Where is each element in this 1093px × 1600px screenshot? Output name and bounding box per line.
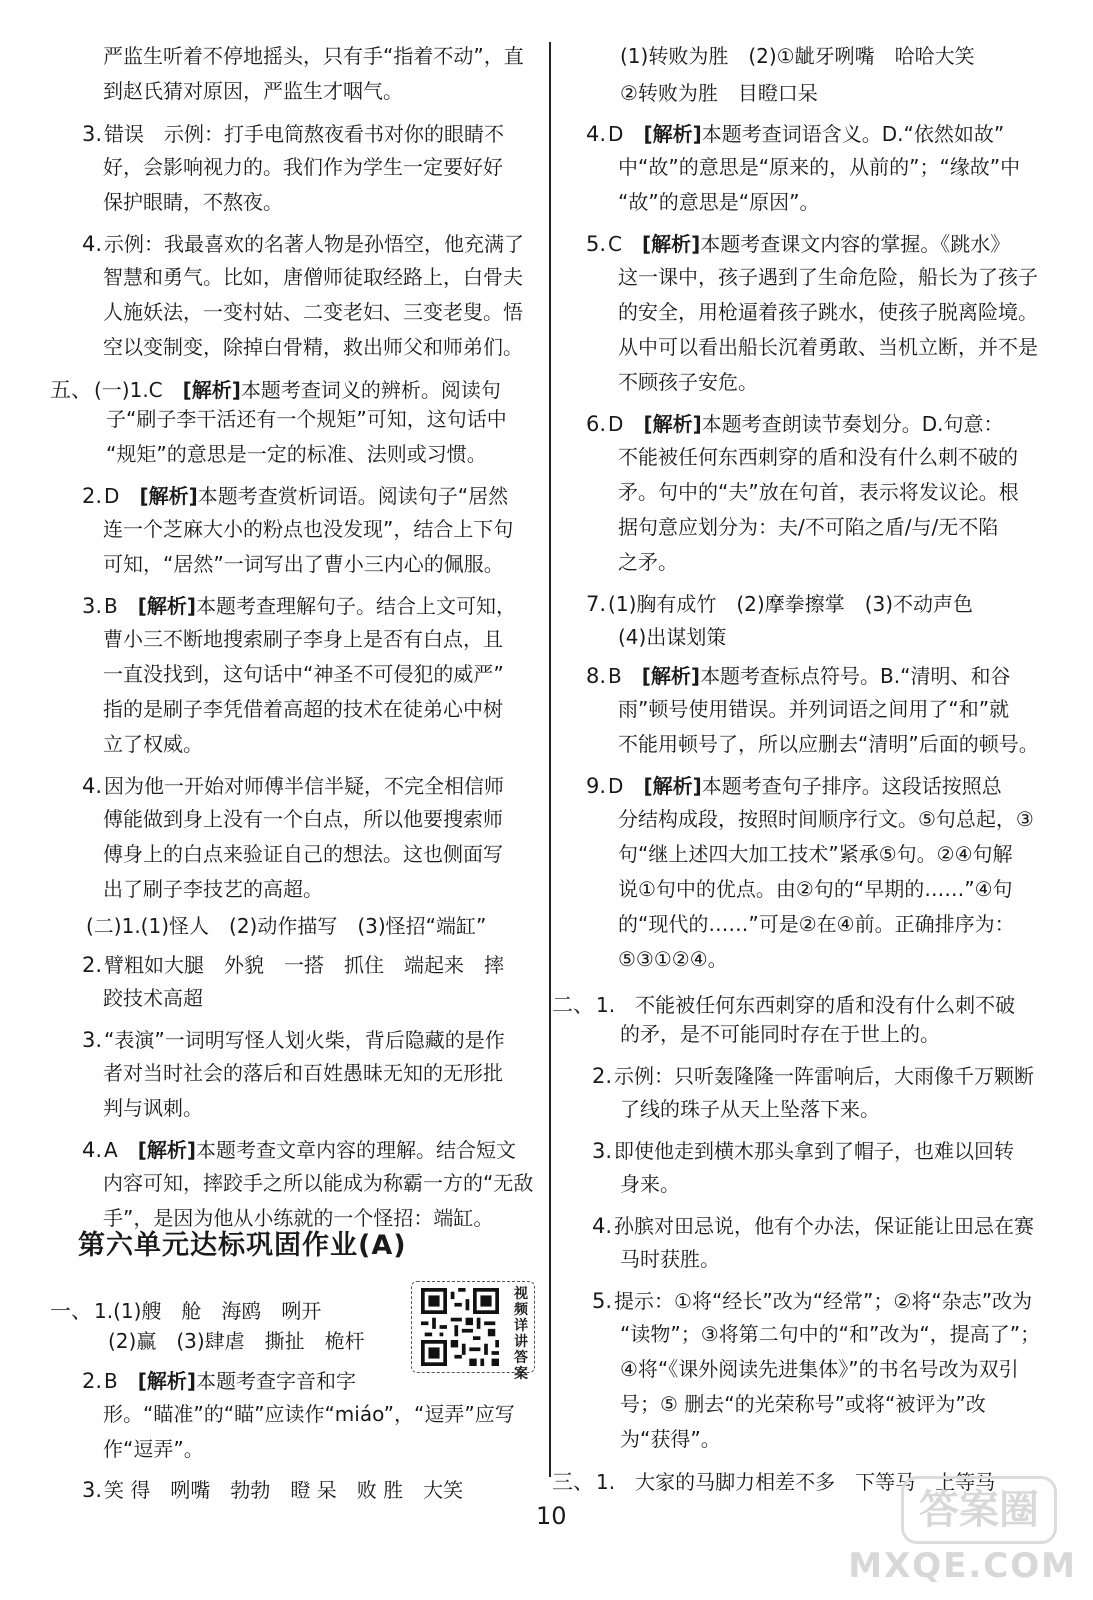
answer-text: 立了权威。 — [103, 732, 203, 756]
answer-line — [82, 122, 504, 146]
answer-line — [86, 916, 486, 936]
answer-text: 可知，“居然”一词写出了曹小三内心的佩服。 — [103, 552, 504, 576]
item-number: 5. — [586, 232, 607, 256]
answer-line — [82, 1028, 505, 1052]
item-number: 2. — [592, 1064, 613, 1088]
answer-text: 这一课中，孩子遇到了生命危险，船长为了孩子 — [618, 265, 1038, 289]
answer-line — [618, 267, 1038, 287]
answer-line — [620, 1249, 720, 1269]
answer-text: 即使他走到横木那头拿到了帽子，也难以回转 — [614, 1139, 1015, 1163]
answer-text: 的“现代的……”可是②在④前。正确排序为： — [618, 912, 1015, 936]
answer-line — [618, 734, 1039, 754]
answer-line — [618, 157, 1020, 177]
answer-line — [103, 809, 503, 829]
answer-line — [103, 267, 523, 287]
analysis-tag: [解析] — [643, 412, 702, 436]
answer-text: 作“逗弄”。 — [103, 1437, 204, 1461]
answer-line — [82, 484, 508, 508]
answer-text: 示例：只听轰隆隆一阵雷响后，大雨像千万颗断 — [614, 1064, 1035, 1088]
answer-text: 笑 得 咧嘴 勃勃 瞪 呆 败 胜 大笑 — [104, 1478, 464, 1502]
answer-line — [103, 192, 283, 212]
answer-text: 者对当时社会的落后和百姓愚昧无知的无形批 — [103, 1061, 503, 1085]
answer-line — [82, 953, 504, 977]
item-number: 3. — [82, 1478, 103, 1502]
answer-line — [108, 1331, 365, 1351]
answer-line — [586, 412, 1004, 436]
answer-text: (1)转败为胜 (2)①龇牙咧嘴 哈哈大笑 — [620, 44, 975, 68]
answer-text: (2)赢 (3)肆虐 撕扯 桅杆 — [108, 1329, 365, 1353]
item-number: 4. — [82, 774, 103, 798]
answer-line — [618, 914, 1015, 934]
answer-text: 提示：①将“经长”改为“经常”；②将“杂志”改为 — [614, 1289, 1033, 1313]
answer-text: “规矩”的意思是一定的标准、法则或习惯。 — [106, 442, 487, 466]
answer-line — [103, 879, 323, 899]
answer-text: 人施妖法，一变村姑、二变老妇、三变老叟。悟 — [103, 300, 523, 324]
analysis-tag: [解析] — [139, 484, 198, 508]
analysis-tag: [解析] — [641, 664, 701, 688]
answer-text: A [解析]本题考查文章内容的理解。结合短文 — [104, 1138, 517, 1162]
answer-text: (1)胸有成竹 (2)摩拳擦掌 (3)不动声色 — [608, 592, 974, 616]
answer-text: B [解析]本题考查字音和字 — [104, 1369, 357, 1393]
answer-text: 说①句中的优点。由②句的“早期的……”④句 — [618, 877, 1013, 901]
answer-line — [620, 1394, 986, 1414]
answer-text: 曹小三不断地搜索刷子李身上是否有白点，且 — [103, 627, 503, 651]
watermark — [847, 1476, 1077, 1586]
answer-line — [620, 46, 975, 66]
analysis-tag: [解析] — [137, 1138, 197, 1162]
answer-text: “读物”；③将第二句中的“和”改为“，提高了”； — [620, 1322, 1041, 1346]
watermark-logo: 答案圈 — [901, 1476, 1057, 1544]
item-number: 6. — [586, 412, 607, 436]
item-number: 3. — [82, 594, 103, 618]
answer-text: B [解析]本题考查标点符号。B.“清明、和谷 — [608, 664, 1011, 688]
answer-line — [103, 988, 203, 1008]
answer-text: 连一个芝麻大小的粉点也没发现”，结合上下句 — [103, 517, 514, 541]
answer-text: (4)出谋划策 — [618, 625, 727, 649]
column-divider — [549, 42, 551, 1477]
answer-line — [620, 1099, 880, 1119]
analysis-tag: [解析] — [137, 1369, 197, 1393]
answer-text: 为“获得”。 — [620, 1427, 721, 1451]
answer-text: 示例：我最喜欢的名著人物是孙悟空，他充满了 — [104, 232, 525, 256]
item-number: 3. — [82, 122, 103, 146]
answer-line — [103, 1173, 533, 1193]
analysis-tag: [解析] — [643, 122, 702, 146]
analysis-tag: [解析] — [182, 378, 241, 402]
answer-line — [103, 1063, 503, 1083]
answer-text: 之矛。 — [618, 550, 678, 574]
item-number: 7. — [586, 592, 607, 616]
answer-line — [103, 629, 503, 649]
answer-line — [618, 879, 1013, 899]
answer-text: 据句意应划分为：夫/不可陷之盾/与/无不陷 — [618, 515, 999, 539]
qr-caption: 视频详讲答案 — [514, 1286, 528, 1382]
answer-line — [50, 374, 501, 404]
answer-text: 傅身上的白点来验证自己的想法。这也侧面写 — [103, 842, 503, 866]
item-number: 3. — [592, 1139, 613, 1163]
answer-text: 了线的珠子从天上坠落下来。 — [620, 1097, 880, 1121]
answer-line — [82, 594, 516, 618]
answer-text: 空以变制变，除掉白骨精，救出师父和师弟们。 — [103, 335, 523, 359]
qr-code-box[interactable] — [411, 1281, 535, 1382]
answer-text: 分结构成段，按照时间顺序行文。⑤句总起，③ — [618, 807, 1034, 831]
answer-line — [82, 1138, 516, 1162]
answer-line — [82, 1478, 463, 1502]
answer-line — [103, 157, 503, 177]
answer-line — [620, 83, 818, 103]
answer-text: 1. 大家的马脚力相差不多 下等马 上等马 — [596, 1470, 996, 1494]
item-number: 2. — [82, 484, 103, 508]
watermark-site: MXQE.COM — [848, 1546, 1077, 1586]
answer-line — [618, 372, 758, 392]
answer-line — [618, 447, 1018, 467]
answer-text: 的安全，用枪逼着孩子跳水，使孩子脱离险境。 — [618, 300, 1038, 324]
answer-text: 中“故”的意思是“原来的，从前的”；“缘故”中 — [618, 155, 1021, 179]
item-number: 8. — [586, 664, 607, 688]
answer-line — [586, 122, 1004, 146]
analysis-tag: [解析] — [642, 232, 701, 256]
item-number: 三、 — [552, 1470, 594, 1494]
answer-text: 矛。句中的“夫”放在句首，表示将发议论。根 — [618, 480, 1019, 504]
answer-text: 从中可以看出船长沉着勇敢、当机立断，并不是 — [618, 335, 1038, 359]
answer-line — [618, 482, 1019, 502]
answer-text: 内容可知，摔跤手之所以能成为称霸一方的“无敌 — [103, 1171, 534, 1195]
answer-line — [103, 554, 504, 574]
answer-line — [82, 232, 524, 256]
answer-line — [618, 337, 1038, 357]
answer-line — [618, 517, 998, 537]
answer-line — [586, 232, 1010, 256]
answer-line — [586, 664, 1011, 688]
answer-text: 臂粗如大腿 外貌 一搭 抓住 端起来 摔 — [104, 953, 505, 977]
answer-text: 1. 不能被任何东西刺穿的盾和没有什么刺不破 — [596, 993, 1016, 1017]
qr-code-icon — [418, 1288, 502, 1366]
answer-line — [586, 774, 1002, 798]
answer-line — [82, 1369, 356, 1393]
answer-text: 错误 示例：打手电筒熬夜看书对你的眼睛不 — [104, 122, 505, 146]
item-number: 2. — [82, 953, 103, 977]
answer-line — [106, 444, 487, 464]
answer-text: 出了刷子李技艺的高超。 — [103, 877, 323, 901]
analysis-tag: [解析] — [137, 594, 197, 618]
answer-text: 智慧和勇气。比如，唐僧师徒取经路上，白骨夫 — [103, 265, 523, 289]
answer-line — [618, 699, 1009, 719]
answer-line — [592, 1289, 1032, 1313]
answer-text: “表演”一词明写怪人划火柴，背后隐藏的是作 — [104, 1028, 505, 1052]
answer-text: C [解析]本题考查课文内容的掌握。《跳水》 — [608, 232, 1011, 256]
answer-line — [618, 192, 819, 212]
answer-line — [592, 1064, 1034, 1088]
answer-text: 句“继上述四大加工技术”紧承⑤句。②④句解 — [618, 842, 1013, 866]
answer-line — [103, 1098, 203, 1118]
answer-line — [106, 409, 507, 429]
item-number: 4. — [586, 122, 607, 146]
item-number: 3. — [82, 1028, 103, 1052]
answer-text: 因为他一开始对师傅半信半疑，不完全相信师 — [104, 774, 505, 798]
answer-text: 孙膑对田忌说，他有个办法，保证能让田忌在赛 — [614, 1214, 1035, 1238]
answer-line — [103, 46, 524, 66]
item-number: 9. — [586, 774, 607, 798]
answer-text: 不顾孩子安危。 — [618, 370, 758, 394]
answer-line — [103, 337, 523, 357]
answer-text: 保护眼睛，不熬夜。 — [103, 190, 283, 214]
item-number: 4. — [82, 1138, 103, 1162]
answer-line — [618, 302, 1038, 322]
answer-line — [620, 1429, 721, 1449]
item-number: 二、 — [552, 993, 594, 1017]
answer-text: (二)1.(1)怪人 (2)动作描写 (3)怪招“端缸” — [86, 914, 487, 938]
answer-text: 到赵氏猜对原因，严监生才咽气。 — [103, 79, 403, 103]
answer-line — [618, 627, 726, 647]
answer-text: ④将“《课外阅读先进集体》”的书名号改为双引 — [620, 1357, 1019, 1381]
answer-text: D [解析]本题考查赏析词语。阅读句子“居然 — [104, 484, 509, 508]
answer-line — [103, 81, 403, 101]
answer-line — [618, 949, 728, 969]
answer-line — [618, 809, 1034, 829]
answer-line — [103, 1439, 204, 1459]
answer-line — [103, 664, 504, 684]
answer-text: 子“刷子李干活还有一个规矩”可知，这句话中 — [106, 407, 507, 431]
answer-line — [552, 989, 1015, 1019]
item-number: 4. — [82, 232, 103, 256]
item-number: 5. — [592, 1289, 613, 1313]
answer-text: 不能用顿号了，所以应删去“清明”后面的顿号。 — [618, 732, 1039, 756]
answer-text: 雨”顿号使用错误。并列词语之间用了“和”就 — [618, 697, 1010, 721]
answer-text: 指的是刷子李凭借着高超的技术在徒弟心中树 — [103, 697, 503, 721]
answer-text: D [解析]本题考查朗读节奏划分。D.句意： — [608, 412, 1004, 436]
answer-text: 身来。 — [620, 1172, 680, 1196]
answer-line — [592, 1139, 1014, 1163]
answer-text: 跤技术高超 — [103, 986, 203, 1010]
answer-text: B [解析]本题考查理解句子。结合上文可知， — [104, 594, 517, 618]
answer-text: ⑤③①②④。 — [618, 947, 728, 971]
answer-text: 好，会影响视力的。我们作为学生一定要好好 — [103, 155, 503, 179]
answer-line — [103, 1404, 515, 1424]
answer-text: 马时获胜。 — [620, 1247, 720, 1271]
answer-line — [620, 1174, 680, 1194]
answer-text: 判与讽刺。 — [103, 1096, 203, 1120]
answer-text: 1.(1)艘 舱 海鸥 咧开 — [94, 1299, 322, 1323]
answer-text: 号；⑤ 删去“的光荣称号”或将“被评为”改 — [620, 1392, 986, 1416]
answer-text: 一直没找到，这句话中“神圣不可侵犯的威严” — [103, 662, 504, 686]
answer-line — [620, 1324, 1040, 1344]
answer-text: 不能被任何东西刺穿的盾和没有什么刺不破的 — [618, 445, 1018, 469]
answer-line — [82, 774, 504, 798]
page-number: 10 — [536, 1502, 567, 1530]
answer-text: 严监生听着不停地摇头，只有手“指着不动”，直 — [103, 44, 524, 68]
answer-line — [618, 552, 678, 572]
answer-text: D [解析]本题考查句子排序。这段话按照总 — [608, 774, 1002, 798]
item-number: 五、 — [50, 378, 92, 402]
item-number: 2. — [82, 1369, 103, 1393]
answer-line — [586, 592, 973, 616]
answer-text: 傅能做到身上没有一个白点，所以他要搜索师 — [103, 807, 503, 831]
answer-line — [620, 1359, 1019, 1379]
answer-text: 手”，是因为他从小练就的一个怪招：端缸。 — [103, 1206, 494, 1230]
answer-line — [50, 1295, 321, 1325]
unit-heading: 第六单元达标巩固作业(A) — [78, 1230, 407, 1261]
item-number: 一、 — [50, 1299, 92, 1323]
answer-text: D [解析]本题考查词语含义。D.“依然如故” — [608, 122, 1005, 146]
answer-line — [103, 734, 203, 754]
answer-line — [620, 1024, 940, 1044]
answer-line — [103, 519, 513, 539]
answer-line — [103, 302, 523, 322]
answer-line — [103, 699, 503, 719]
answer-text: 形。“瞄准”的“瞄”应读作“miáo”，“逗弄”应写 — [103, 1402, 515, 1426]
answer-text: ②转败为胜 目瞪口呆 — [620, 81, 818, 105]
answer-line — [618, 844, 1013, 864]
answer-text: (一)1.C [解析]本题考查词义的辨析。阅读句 — [94, 378, 501, 402]
answer-text: 的矛，是不可能同时存在于世上的。 — [620, 1022, 940, 1046]
answer-line — [103, 844, 503, 864]
answer-text: “故”的意思是“原因”。 — [618, 190, 820, 214]
analysis-tag: [解析] — [643, 774, 702, 798]
answer-line — [592, 1214, 1034, 1238]
item-number: 4. — [592, 1214, 613, 1238]
